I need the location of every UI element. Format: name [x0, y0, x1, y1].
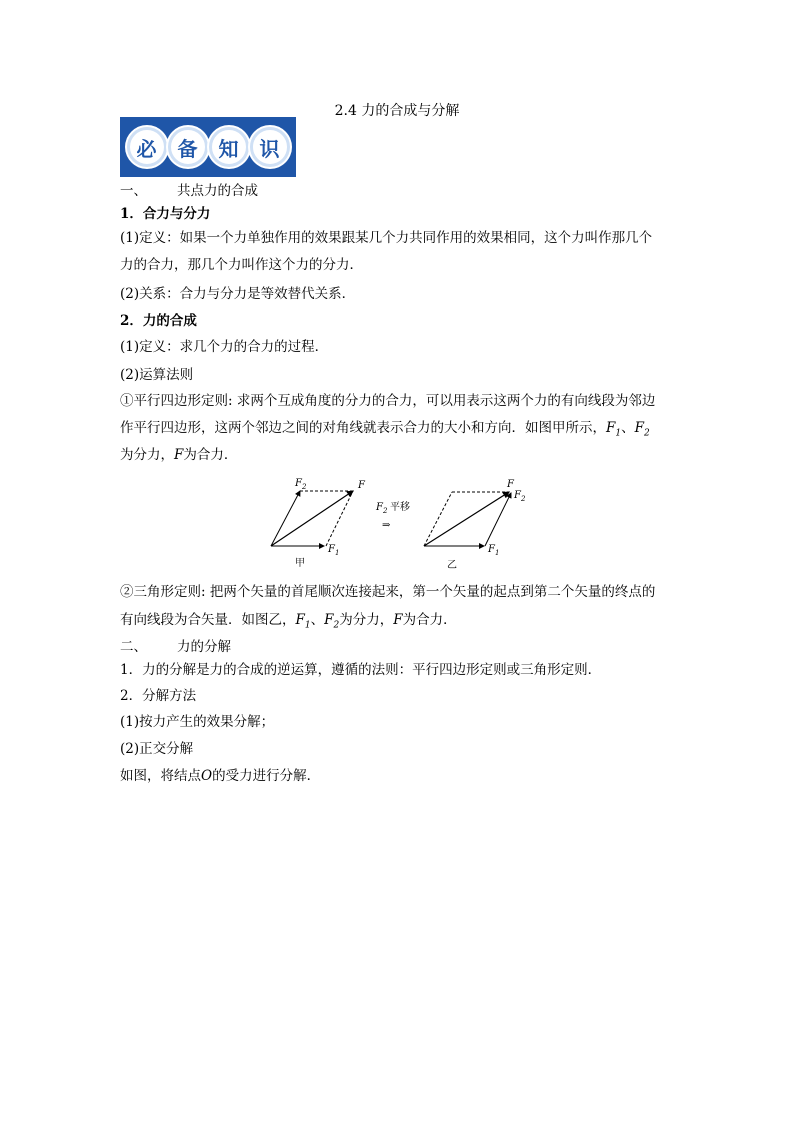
vector-f2: [485, 493, 511, 546]
symbol-f: F: [174, 447, 184, 463]
vector-f: [424, 492, 509, 546]
paragraph-line: ①平行四边形定则: 求两个互成角度的分力的合力，可以用表示这两个力的有向线段为邻边: [120, 393, 656, 409]
paragraph-line: 2．分解方法: [120, 688, 197, 704]
label-f2-shift: $F_2$: [376, 502, 388, 515]
label-f2: $F_2$: [295, 478, 307, 491]
dashed-side: [326, 491, 353, 546]
paragraph-line: (2)关系：合力与分力是等效替代关系．: [120, 286, 356, 302]
banner-seal: 必: [127, 127, 167, 167]
text-run: 如图，将结点: [120, 768, 201, 784]
symbol-f2: $F_2$: [634, 420, 650, 439]
section-heading-1: [120, 182, 258, 200]
text-run: 的受力进行分解．: [212, 768, 321, 784]
text-run: 为分力，: [339, 612, 394, 628]
paragraph-line: (1)按力产生的效果分解；: [120, 714, 275, 730]
banner-seal: 备: [168, 127, 208, 167]
shift-text: 平移: [390, 502, 410, 513]
symbol-f1: $F_1$: [606, 420, 622, 439]
figure-yi: [424, 479, 526, 571]
label-f1: $F_1$: [328, 544, 340, 557]
paragraph-line: (1)定义：如果一个力单独作用的效果跟某几个力共同作用的效果相同，这个力叫作那几个: [120, 230, 653, 246]
label-yi: 乙: [447, 560, 457, 571]
text-run: 作平行四边形，这两个邻边之间的对角线就表示合力的大小和方向．如图甲所示，: [120, 420, 606, 436]
figure-jia: [271, 478, 366, 569]
vector-f: [271, 491, 353, 546]
paragraph-line: (1)定义：求几个力的合力的过程．: [120, 339, 329, 355]
label-f: F: [358, 480, 365, 491]
document-title: 2.4 力的合成与分解: [334, 103, 460, 119]
section-number: 一、: [120, 183, 147, 199]
double-arrow: ⇒: [382, 520, 391, 531]
paragraph-line: [120, 611, 457, 635]
banner-essential-knowledge: [120, 117, 296, 177]
text-run: 为合力．: [183, 447, 238, 463]
paragraph-line: [120, 419, 650, 443]
separator: 、: [310, 612, 325, 628]
separator: 、: [621, 420, 635, 436]
translate-note: [375, 500, 410, 531]
text-run: 有向线段为合矢量．如图乙，: [120, 612, 296, 628]
symbol-f: F: [393, 612, 403, 628]
paragraph-line: [120, 446, 237, 464]
label-f: F: [507, 479, 514, 490]
symbol-o: O: [201, 768, 213, 784]
subheading: 1．合力与分力: [120, 206, 211, 222]
paragraph-line: 1．力的分解是力的合成的逆运算，遵循的法则：平行四边形定则或三角形定则．: [120, 662, 602, 678]
paragraph-line: ②三角形定则: 把两个矢量的首尾顺次连接起来，第一个矢量的起点到第二个矢量的终点的: [120, 584, 656, 600]
section-number: 二、: [120, 639, 147, 655]
paragraph-line: 力的合力，那几个力叫作这个力的分力．: [120, 257, 363, 273]
text-run: 为合力．: [402, 612, 457, 628]
label-jia: 甲: [295, 558, 305, 569]
symbol-f2: $F_2$: [324, 612, 340, 631]
text-run: 为分力，: [120, 447, 174, 463]
banner-seal: 知: [209, 127, 249, 167]
section-title: 共点力的合成: [177, 183, 258, 199]
dashed-side: [424, 492, 452, 546]
symbol-f1: $F_1$: [295, 612, 311, 631]
section-heading-2: [120, 638, 231, 656]
paragraph-line: (2)运算法则: [120, 367, 194, 383]
banner-seal: 识: [250, 127, 290, 167]
label-f1: $F_1$: [488, 544, 500, 557]
section-title: 力的分解: [177, 639, 231, 655]
label-f2: $F_2$: [514, 490, 526, 503]
parallelogram-figure: [262, 476, 532, 572]
vector-f2: [271, 491, 300, 546]
paragraph-line: (2)正交分解: [120, 741, 194, 757]
paragraph-line: [120, 767, 320, 785]
subheading: 2．力的合成: [120, 313, 197, 329]
